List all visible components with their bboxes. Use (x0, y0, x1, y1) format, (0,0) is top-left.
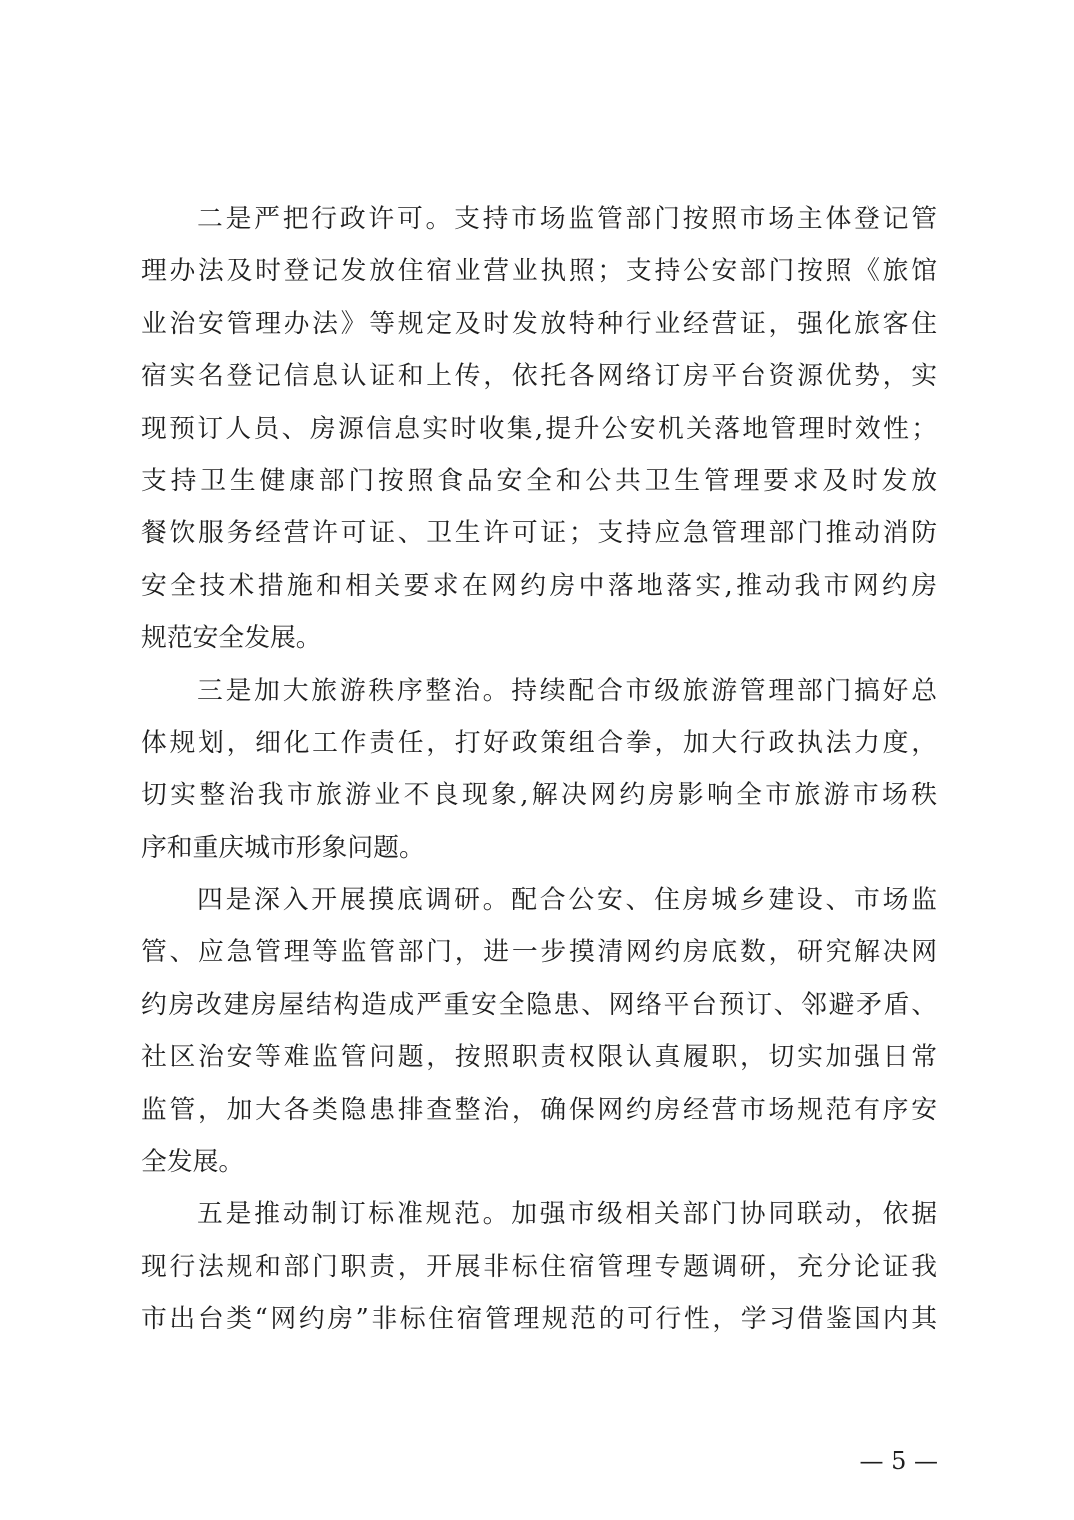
text-line: 市出台类“网约房”非标住宿管理规范的可行性，学习借鉴国内其 (141, 1304, 937, 1335)
text-line: 社区治安等难监管问题，按照职责权限认真履职，切实加强日常 (141, 1042, 937, 1073)
text-line: 体规划，细化工作责任，打好政策组合拳，加大行政执法力度， (141, 727, 937, 758)
text-line: 现预订人员、房源信息实时收集,提升公安机关落地管理时效性； (141, 413, 937, 444)
text-line: 餐饮服务经营许可证、卫生许可证；支持应急管理部门推动消防 (141, 518, 937, 549)
document-body (141, 193, 937, 1346)
text-line: 四是深入开展摸底调研。配合公安、住房城乡建设、市场监 (197, 885, 937, 916)
text-line: 五是推动制订标准规范。加强市级相关部门协同联动，依据 (197, 1199, 937, 1230)
page-number: — 5 — (859, 1447, 938, 1475)
text-line: 监管，加大各类隐患排查整治，确保网约房经营市场规范有序安 (141, 1094, 937, 1125)
text-line: 管、应急管理等监管部门，进一步摸清网约房底数，研究解决网 (141, 937, 937, 968)
text-line: 业治安管理办法》等规定及时发放特种行业经营证，强化旅客住 (141, 308, 937, 339)
text-line: 切实整治我市旅游业不良现象,解决网约房影响全市旅游市场秩 (141, 780, 937, 811)
text-line: 序和重庆城市形象问题。 (141, 832, 425, 863)
text-line: 三是加大旅游秩序整治。持续配合市级旅游管理部门搞好总 (197, 675, 937, 706)
text-line: 约房改建房屋结构造成严重安全隐患、网络平台预订、邻避矛盾、 (141, 989, 937, 1020)
text-line: 规范安全发展。 (141, 623, 322, 654)
text-line: 宿实名登记信息认证和上传，依托各网络订房平台资源优势，实 (141, 361, 937, 392)
text-line: 二是严把行政许可。支持市场监管部门按照市场主体登记管 (197, 204, 937, 234)
text-line: 安全技术措施和相关要求在网约房中落地落实,推动我市网约房 (141, 570, 937, 601)
text-line: 全发展。 (141, 1147, 245, 1178)
text-line: 理办法及时登记发放住宿业营业执照；支持公安部门按照《旅馆 (141, 256, 937, 287)
text-line: 现行法规和部门职责，开展非标住宿管理专题调研，充分论证我 (141, 1251, 937, 1282)
text-line: 支持卫生健康部门按照食品安全和公共卫生管理要求及时发放 (141, 465, 937, 496)
